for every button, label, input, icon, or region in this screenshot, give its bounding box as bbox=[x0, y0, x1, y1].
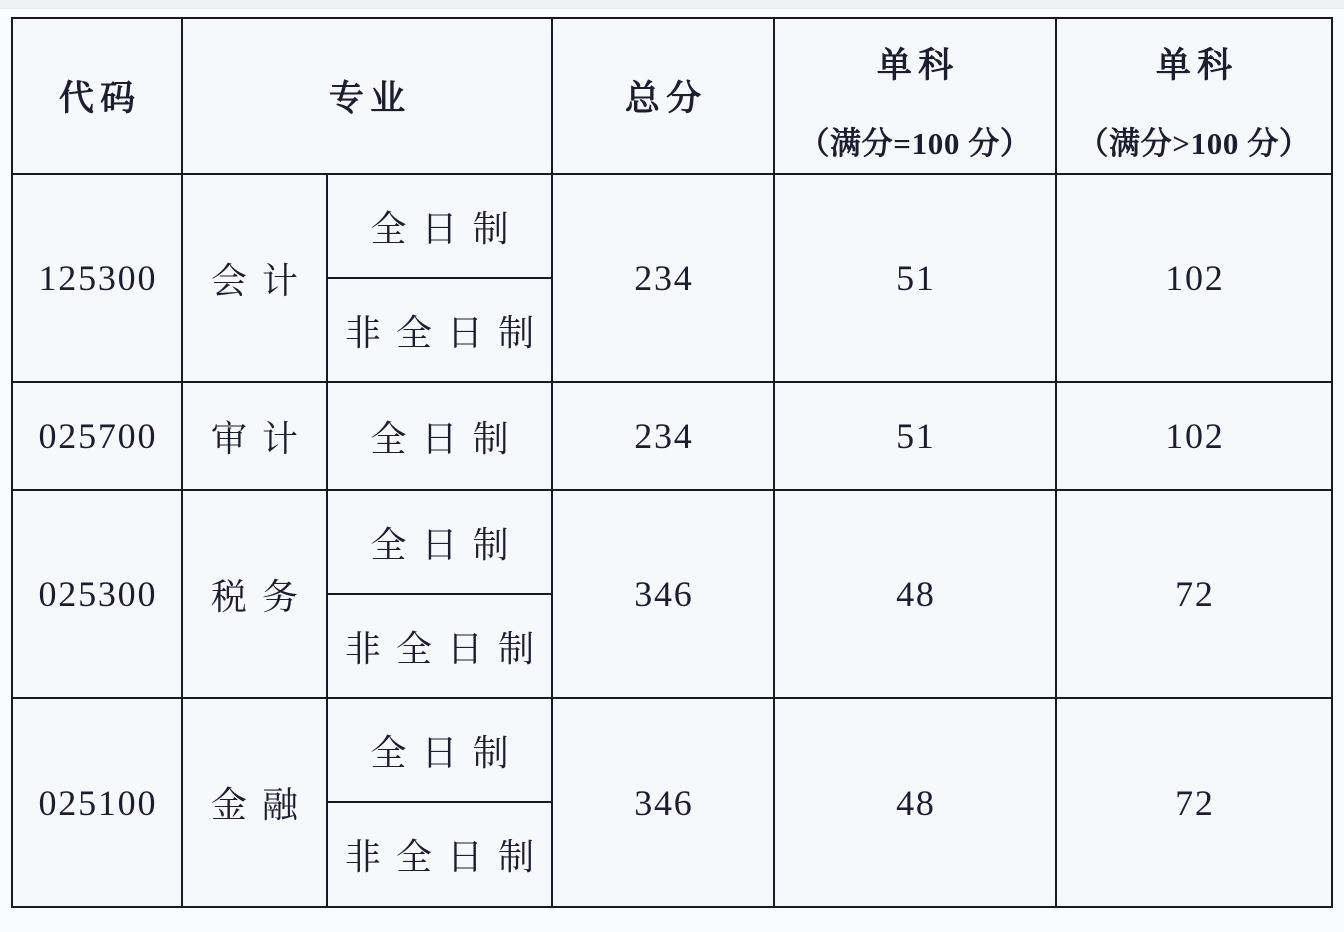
cell-major: 税务 bbox=[182, 490, 327, 698]
header-single-gt100-line1: 单科 bbox=[1155, 45, 1239, 85]
cell-study-type: 全日制 bbox=[327, 490, 552, 594]
cell-single-eq100: 51 bbox=[774, 174, 1056, 382]
header-single-gt100-line2: （满分>100 分） bbox=[1077, 125, 1311, 161]
cell-single-eq100: 48 bbox=[774, 698, 1056, 907]
table-row bbox=[12, 382, 1332, 490]
cell-study-type: 全日制 bbox=[327, 382, 552, 490]
header-single-eq100-line1: 单科 bbox=[876, 45, 960, 85]
cell-study-type: 全日制 bbox=[327, 174, 552, 278]
header-major: 专业 bbox=[182, 18, 552, 174]
cell-major: 审计 bbox=[182, 382, 327, 490]
cell-single-gt100: 72 bbox=[1056, 490, 1332, 698]
header-single-eq100-line2: （满分=100 分） bbox=[798, 125, 1032, 161]
table-header-row bbox=[12, 18, 1332, 174]
cell-code: 025300 bbox=[12, 490, 182, 698]
cell-study-type: 非全日制 bbox=[327, 802, 552, 907]
score-line-table bbox=[11, 17, 1333, 908]
cell-code: 025100 bbox=[12, 698, 182, 907]
cell-total: 234 bbox=[552, 382, 774, 490]
cell-single-gt100: 102 bbox=[1056, 174, 1332, 382]
cell-total: 346 bbox=[552, 490, 774, 698]
page-top-band bbox=[0, 0, 1344, 9]
table-row bbox=[12, 490, 1332, 594]
cell-study-type: 非全日制 bbox=[327, 594, 552, 698]
table-row bbox=[12, 174, 1332, 278]
cell-single-gt100: 72 bbox=[1056, 698, 1332, 907]
header-total: 总分 bbox=[552, 18, 774, 174]
cell-code: 125300 bbox=[12, 174, 182, 382]
cell-study-type: 非全日制 bbox=[327, 278, 552, 382]
header-single-eq100 bbox=[774, 18, 1056, 174]
cell-single-gt100: 102 bbox=[1056, 382, 1332, 490]
table-row bbox=[12, 698, 1332, 802]
cell-single-eq100: 48 bbox=[774, 490, 1056, 698]
cell-total: 346 bbox=[552, 698, 774, 907]
cell-study-type: 全日制 bbox=[327, 698, 552, 802]
cell-code: 025700 bbox=[12, 382, 182, 490]
cell-single-eq100: 51 bbox=[774, 382, 1056, 490]
header-single-gt100 bbox=[1056, 18, 1332, 174]
header-code: 代码 bbox=[12, 18, 182, 174]
cell-major: 会计 bbox=[182, 174, 327, 382]
cell-total: 234 bbox=[552, 174, 774, 382]
cell-major: 金融 bbox=[182, 698, 327, 907]
